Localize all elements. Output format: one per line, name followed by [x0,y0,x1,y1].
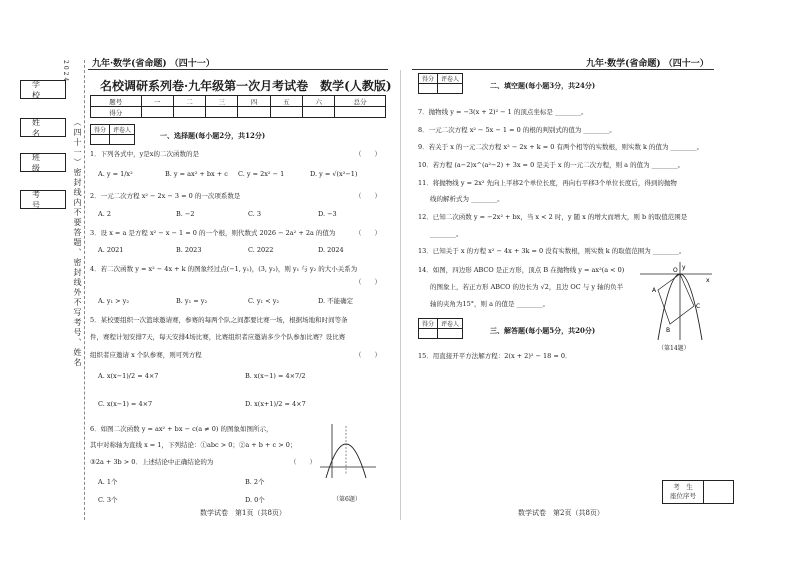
q6-option-b: B. 2个 [245,478,265,486]
class-box: 班 级 [20,153,66,172]
q1-option-a: A. y = 1/x² [98,170,133,178]
svg-text:B: B [666,327,671,334]
question-10: 10．若方程 (a−2)x^(a²−2) + 3x = 0 是关于 x 的一元二次方程，则 a 的值为 ________。 [418,161,685,169]
section-1-title: 一、选择题(每小题2分，共12分) [160,131,266,140]
score-cell [303,107,335,118]
right-page-header: 九年·数学(省命题) （四十一） [586,59,709,69]
score-header-cell: 题号 [91,96,142,107]
grader-box-3: 得分 评卷人 [418,318,463,339]
question-11-line-2: 线的解析式为 ________。 [430,195,504,203]
q2-option-a: A. 2 [98,210,111,218]
q1-option-b: B. y = ax² + bx + c [165,170,228,178]
q4-option-a: A. y₁ > y₂ [98,297,129,305]
question-14-line-2: 的图象上，若正方形 ABCO 的边长为 √2，且边 OC 与 y 轴的负半 [430,283,624,291]
question-4-paren: （ ） [355,278,381,286]
q4-option-b: B. y₁ = y₂ [176,297,208,305]
question-3-paren: （ ） [355,229,381,237]
question-7: 7．抛物线 y = −3(x + 2)² − 1 的顶点坐标是 ________。 [418,108,588,116]
q6-option-c: C. 3个 [98,496,118,504]
score-header-cell: 四 [238,96,270,107]
q4-option-c: C. y₁ < y₂ [248,297,280,305]
section-3-title: 三、解答题(每小题5分，共20分) [490,326,596,335]
figure-14-square-parabola [640,262,712,342]
seat-number-box [662,480,734,504]
question-8: 8．一元二次方程 x² − 5x − 1 = 0 的根的判别式的值为 ________。 [418,126,616,134]
footer-page-1: 数学试卷 第1页（共8页） [200,509,286,517]
question-5-paren: （ ） [355,351,381,359]
svg-text:A: A [652,287,657,294]
svg-text:C: C [696,303,701,310]
q5-option-a: A. x(x−1)/2 = 4×7 [98,372,159,380]
name-box: 姓 名 [20,118,66,137]
q2-option-c: C. 3 [248,210,262,218]
svg-text:O: O [673,267,678,274]
question-2: 2．一元二次方程 x² − 2x − 3 = 0 的一次项系数是 [90,192,241,200]
q5-option-c: C. x(x−1) = 4×7 [98,400,153,408]
question-1: 1．下列各式中，y是x的二次函数的是 [90,150,199,158]
score-cell [173,107,205,118]
side-year: 2024 [62,60,69,84]
score-cell [335,107,386,118]
q2-option-b: B. −2 [176,210,195,218]
q6-option-a: A. 1个 [98,478,118,486]
question-3: 3．设 x = a 是方程 x² − x − 1 = 0 的一个根，则代数式 2026 − 2a² + 2a 的值为 [90,229,336,237]
q6-option-d: D. 0个 [245,496,265,504]
question-5-line-3: 组织者应邀请 x 个队参赛，则可列方程 [90,351,202,359]
grader-box-1: 得分 评卷人 [90,124,135,145]
score-header-cell: 六 [303,96,335,107]
q3-option-b: B. 2023 [176,246,202,254]
footer-page-2: 数学试卷 第2页（共8页） [518,509,604,517]
score-cell [141,107,173,118]
question-4: 4．若二次函数 y = x² − 4x + k 的图象经过点(−1, y₁)，(3, y₂)，则 y₁ 与 y₂ 的大小关系为 [90,265,358,273]
question-15: 15．用直接开平方法解方程：2(x + 2)² − 18 = 0． [418,352,572,360]
question-1-paren: （ ） [355,150,381,158]
q5-option-b: B. x(x−1) = 4×7/2 [245,372,306,380]
q1-option-d: D. y = √(x²−1) [310,170,358,178]
q2-option-d: D. −3 [318,210,337,218]
score-cell [238,107,270,118]
q4-option-d: D. 不能确定 [318,297,354,305]
left-header-rule [88,69,388,70]
question-9: 9．若关于 x 的一元二次方程 x² − 2x + k = 0 有两个相等的实数根，则实数 k 的值为 ________。 [418,143,704,151]
score-row-label: 得分 [91,107,142,118]
score-cell [206,107,238,118]
score-header-cell: 三 [206,96,238,107]
score-header-cell: 五 [270,96,302,107]
figure-6-caption: （第6题） [333,496,361,503]
q5-option-d: D. x(x+1)/2 = 4×7 [245,400,306,408]
seat-label-a: 考 生 [673,483,693,491]
figure-14-caption: （第14题） [658,345,690,352]
question-11-line-1: 11．将抛物线 y = 2x² 先向上平移2个单位长度，再向右平移3个单位长度后，得到的抛物 [418,179,677,187]
question-12-line-1: 12．已知二次函数 y = −2x² + bx，当 x < 2 时，y 随 x 的增大而增大，则 b 的取值范围是 [418,213,688,221]
q1-option-c: C. y = 2x² − 1 [238,170,285,178]
question-13: 13．已知关于 x 的方程 x² − 4x + 3k = 0 没有实数根，则实数 k 的取值范围为 ________。 [418,247,686,255]
question-14-line-3: 轴的夹角为15°，则 a 的值是 ________。 [430,300,550,308]
score-table [90,95,386,118]
seat-label-b: 座位序号 [670,492,696,500]
exam-number-box: 考 号 [20,190,66,209]
q3-option-a: A. 2021 [98,246,124,254]
score-cell [270,107,302,118]
score-header-cell: 总分 [335,96,386,107]
question-5-line-2: 件，赛程计划安排7天，每天安排4场比赛，比赛组织者应邀请多少个队参加比赛？设比赛 [90,333,346,341]
q3-option-c: C. 2022 [248,246,274,254]
seal-line-notice: （四十一）密封线内不要答题、密封线外不写考号、姓名 [73,118,82,368]
question-12-line-2: ________。 [430,230,463,238]
svg-text:x: x [706,277,710,284]
question-6-line-2: 其中对称轴为直线 x = 1，下列结论：①abc > 0；②a + b + c > 0； [90,441,297,449]
question-6-paren: （ ） [290,458,316,466]
figure-6-parabola [318,422,378,480]
question-14-line-1: 14．如图，四边形 ABCO 是正方形，顶点 B 在抛物线 y = ax²(a < 0) [418,266,625,274]
page-divider [400,70,401,520]
question-6-line-1: 6．如图二次函数 y = ax² + bx − c(a ≠ 0) 的图象如图所示， [90,425,273,433]
question-5-line-1: 5．某校要组织一次篮球邀请赛，参赛的每两个队之间都要比赛一场，根据场地和时间等条 [90,316,348,324]
grader-box-2: 得分 评卷人 [418,73,463,94]
svg-text:y: y [682,264,686,271]
q3-option-d: D. 2024 [318,246,344,254]
right-header-rule [412,69,714,70]
question-6-line-3: ③2a + 3b > 0．上述结论中正确结论的为 [90,458,214,466]
section-2-title: 二、填空题(每小题3分，共24分) [490,81,596,90]
score-header-cell: 二 [173,96,205,107]
question-2-paren: （ ） [355,192,381,200]
seal-dashed-line [84,60,85,520]
school-box: 学 校 [20,80,66,99]
score-header-cell: 一 [141,96,173,107]
exam-title: 名校调研系列卷·九年级第一次月考试卷 数学(人教版) [100,79,392,93]
left-page-header: 九年·数学(省命题) （四十一） [92,59,215,69]
